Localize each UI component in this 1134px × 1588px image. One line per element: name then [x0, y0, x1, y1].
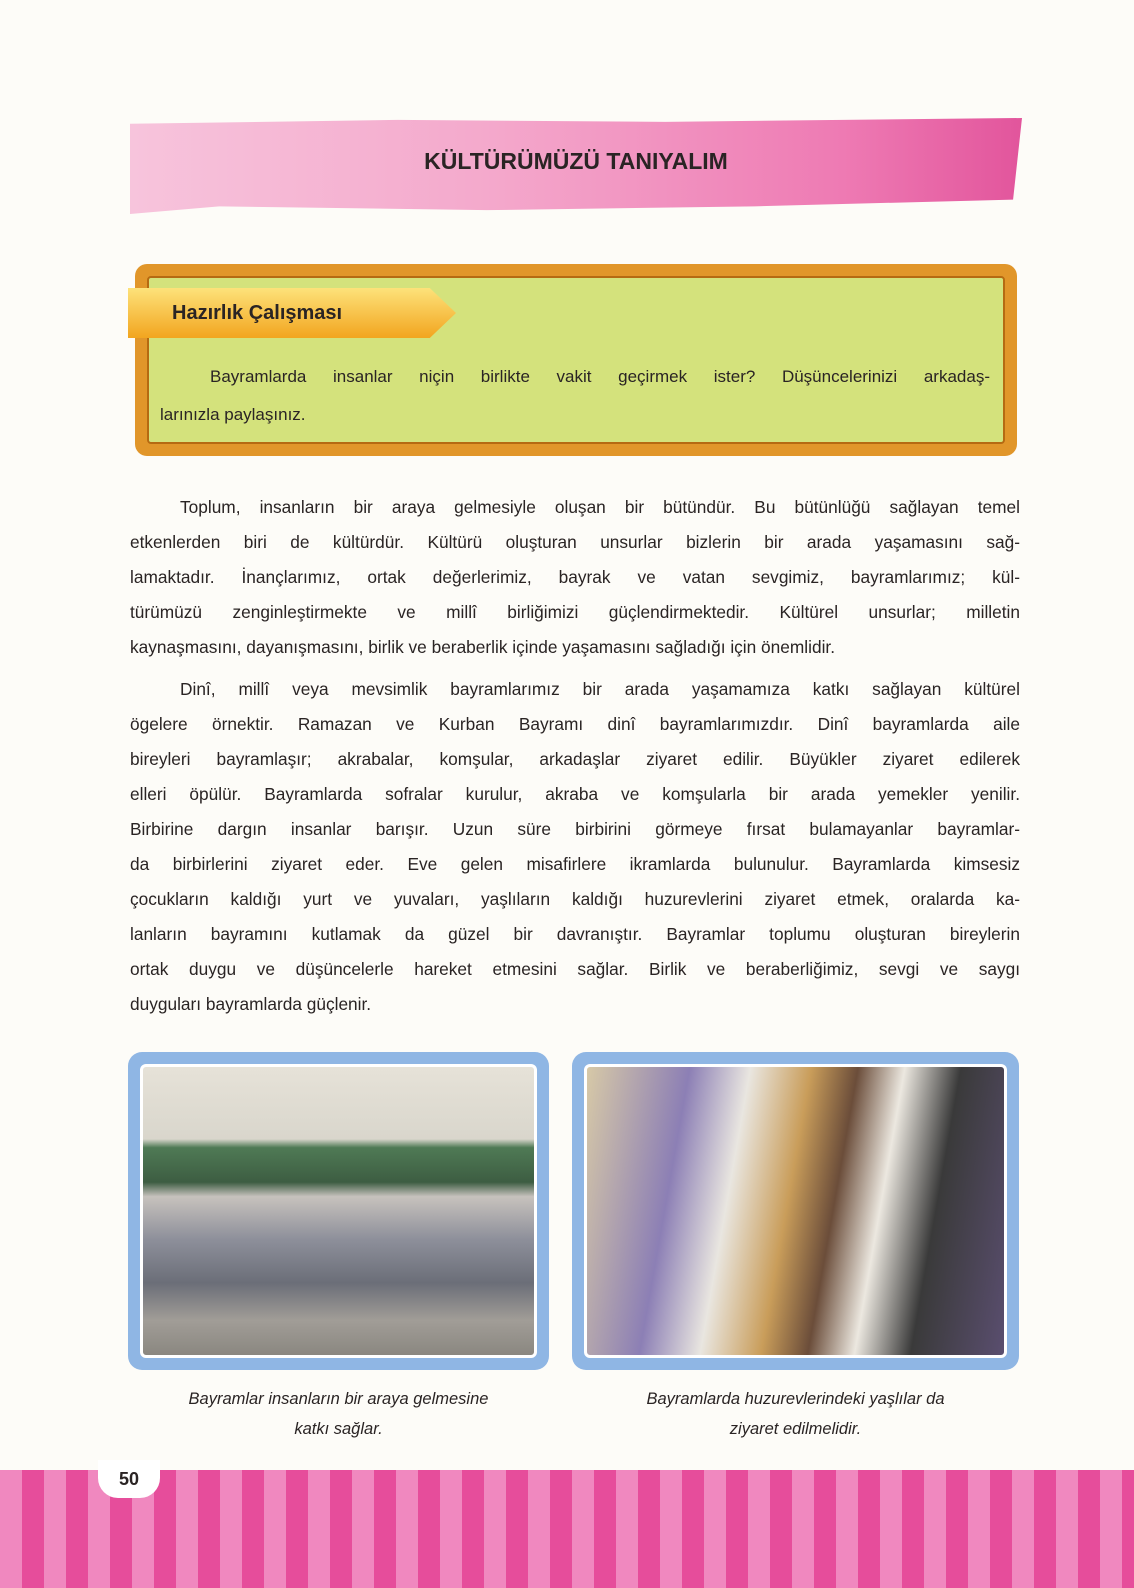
text-line: elleri öpülür. Bayramlarda sofralar kurulur, akraba ve komşularla bir arada yemekler yenilir.	[130, 784, 1020, 804]
preparation-label: Hazırlık Çalışması	[172, 302, 343, 324]
text-line: bireyleri bayramlaşır; akrabalar, komşular, arkadaşlar ziyaret edilir. Büyükler ziyaret edilerek	[130, 749, 1020, 769]
text-line: kaynaşmasını, dayanışmasını, birlik ve beraberlik içinde yaşamasını sağladığı için önemlidir.	[130, 637, 836, 657]
caption-line: ziyaret edilmelidir.	[729, 1420, 862, 1438]
text-line: türümüzü zenginleştirmekte ve millî birliğimizi güçlendirmektedir. Kültürel unsurlar; milletin	[130, 602, 1020, 622]
text-line: duyguları bayramlarda güçlenir.	[130, 994, 372, 1014]
photo-frame-elderly	[572, 1052, 1019, 1370]
photo-people-gathering	[140, 1064, 537, 1358]
page-title: KÜLTÜRÜMÜZÜ TANIYALIM	[424, 148, 728, 174]
text-line: lanların bayramını kutlamak da güzel bir davranıştır. Bayramlar toplumu oluşturan bireylerin	[130, 924, 1020, 944]
paragraph-1	[130, 490, 1020, 665]
caption-line: katkı sağlar.	[294, 1420, 383, 1438]
caption-line: Bayramlarda huzurevlerindeki yaşlılar da	[646, 1390, 945, 1408]
paragraph-2	[130, 672, 1020, 1022]
text-line: Toplum, insanların bir araya gelmesiyle oluşan bir bütündür. Bu bütünlüğü sağlayan temel	[180, 497, 1020, 517]
photo-frame-crowd	[128, 1052, 549, 1370]
text-line: larınızla paylaşınız.	[160, 405, 306, 424]
text-line: çocukların kaldığı yurt ve yuvaları, yaşlıların kaldığı huzurevlerini ziyaret etmek, oralarda ka-	[130, 889, 1020, 909]
text-line: ortak duygu ve düşüncelerle hareket etmesini sağlar. Birlik ve beraberliğimiz, sevgi ve saygı	[130, 959, 1020, 979]
photo-elderly-visit	[584, 1064, 1007, 1358]
photo-caption	[128, 1384, 549, 1444]
text-line: da birbirlerini ziyaret eder. Eve gelen misafirlere ikramlarda bulunulur. Bayramlarda kimsesiz	[130, 854, 1020, 874]
page-number: 50	[98, 1460, 160, 1498]
text-line: Birbirine dargın insanlar barışır. Uzun süre birbirini görmeye fırsat bulamayanlar bayramlar-	[130, 819, 1020, 839]
text-line: ögelere örnektir. Ramazan ve Kurban Bayramı dinî bayramlarımızdır. Dinî bayramlarda aile	[130, 714, 1020, 734]
footer-stripes	[0, 1470, 1134, 1588]
text-line: Bayramlarda insanlar niçin birlikte vakit geçirmek ister? Düşüncelerinizi arkadaş-	[210, 367, 990, 386]
caption-line: Bayramlar insanların bir araya gelmesine	[188, 1390, 489, 1408]
text-line: lamaktadır. İnançlarımız, ortak değerlerimiz, bayrak ve vatan sevgimiz, bayramlarımız; kül-	[130, 567, 1020, 587]
photo-caption	[572, 1384, 1019, 1444]
preparation-question	[160, 358, 990, 434]
text-line: etkenlerden biri de kültürdür. Kültürü oluşturan unsurlar bizlerin bir arada yaşamasını sağ-	[130, 532, 1020, 552]
text-line: Dinî, millî veya mevsimlik bayramlarımız bir arada yaşamamıza katkı sağlayan kültürel	[180, 679, 1020, 699]
